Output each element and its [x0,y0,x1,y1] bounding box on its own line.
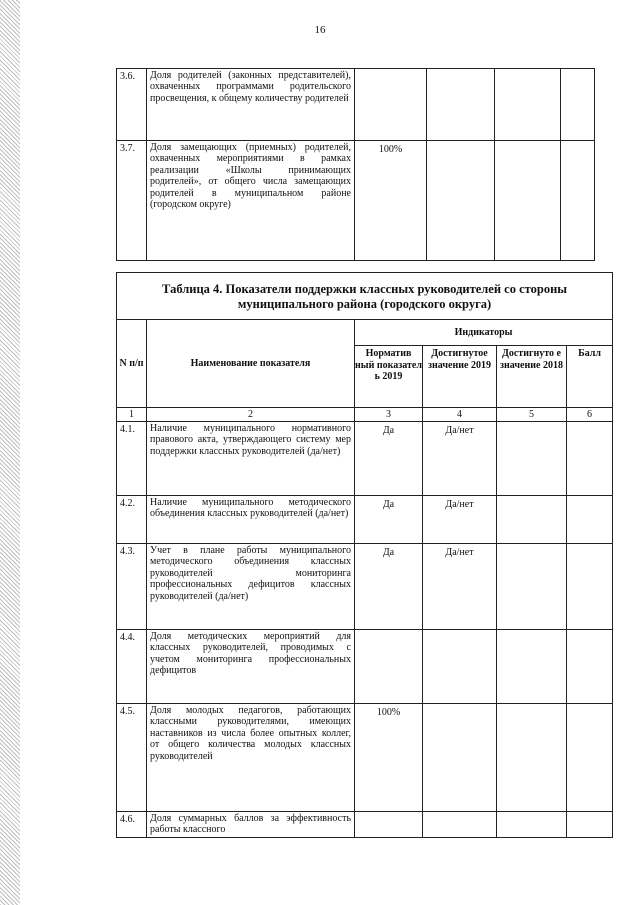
normative-value: 100% [355,704,423,812]
empty-cell [567,704,613,812]
indicator-name: Доля молодых педагогов, работающих классными руководителями, имеющих наставников из числа более опытных коллег, от общего количества молодых классных руководителей [147,704,355,812]
empty-cell [561,141,595,261]
header-indicator-name: Наименование показателя [147,320,355,408]
column-number: 3 [355,408,423,422]
row-number: 3.7. [117,141,147,261]
achieved-2019-value: Да/нет [423,544,497,630]
achieved-2019-value: Да/нет [423,496,497,544]
indicator-name: Наличие муниципального нормативного правового акта, утверждающего систему мер поддержки классных руководителей (да/нет) [147,422,355,496]
normative-value [355,69,427,141]
indicators-table-4 [116,272,613,838]
indicator-name: Доля методических мероприятий для классных руководителей, проводимых с учетом мониторинга профессиональных дефицитов [147,630,355,704]
table-row [117,630,613,704]
table-row [117,544,613,630]
table-row [117,812,613,838]
empty-cell [427,141,495,261]
page-number: 16 [314,24,326,36]
header-indicators: Индикаторы [355,320,613,346]
column-number: 4 [423,408,497,422]
normative-value: Да [355,544,423,630]
indicator-name: Доля суммарных баллов за эффективность работы классного [147,812,355,838]
column-number: 6 [567,408,613,422]
header-number: N п/п [117,320,147,408]
table-row [117,496,613,544]
row-number: 4.1. [117,422,147,496]
table-row [117,704,613,812]
table-caption: Таблица 4. Показатели поддержки классных руководителей со стороны муниципального района (городского округа) [117,273,613,320]
indicator-name: Доля замещающих (приемных) родителей, охваченных мероприятиями в рамках реализации «Школы принимающих родителей», от общего числа замещающих родителей в муниципальном районе (городском округе) [147,141,355,261]
achieved-2019-value [423,704,497,812]
normative-value: 100% [355,141,427,261]
empty-cell [427,69,495,141]
column-number: 5 [497,408,567,422]
empty-cell [497,544,567,630]
empty-cell [497,422,567,496]
empty-cell [495,141,561,261]
normative-value: Да [355,422,423,496]
column-number: 2 [147,408,355,422]
empty-cell [561,69,595,141]
normative-value: Да [355,496,423,544]
empty-cell [497,812,567,838]
header-achieved-2018: Достигнуто е значение 2018 [497,346,567,408]
table-row [117,69,595,141]
achieved-2019-value [423,812,497,838]
empty-cell [497,704,567,812]
indicator-name: Наличие муниципального методического объединения классных руководителей (да/нет) [147,496,355,544]
empty-cell [567,496,613,544]
empty-cell [567,812,613,838]
empty-cell [567,422,613,496]
header-normative: Норматив ный показател ь 2019 [355,346,423,408]
row-number: 4.5. [117,704,147,812]
normative-value [355,630,423,704]
achieved-2019-value [423,630,497,704]
empty-cell [495,69,561,141]
indicator-name: Доля родителей (законных представителей), охваченных программами родительского просвещения, к общему количеству родителей [147,69,355,141]
table-row [117,422,613,496]
column-number: 1 [117,408,147,422]
column-numbers-row [117,408,613,422]
empty-cell [567,544,613,630]
header-achieved-2019: Достигнутое значение 2019 [423,346,497,408]
header-score: Балл [567,346,613,408]
normative-value [355,812,423,838]
empty-cell [497,496,567,544]
achieved-2019-value: Да/нет [423,422,497,496]
row-number: 4.3. [117,544,147,630]
row-number: 4.4. [117,630,147,704]
row-number: 3.6. [117,69,147,141]
indicator-name: Учет в плане работы муниципального методического объединения классных руководителей мониторинга профессиональных дефицитов классных руководителей (да/нет) [147,544,355,630]
scan-edge-artifact [0,0,20,905]
empty-cell [567,630,613,704]
row-number: 4.2. [117,496,147,544]
row-number: 4.6. [117,812,147,838]
empty-cell [497,630,567,704]
table-row [117,141,595,261]
indicators-table-3 [116,68,595,261]
